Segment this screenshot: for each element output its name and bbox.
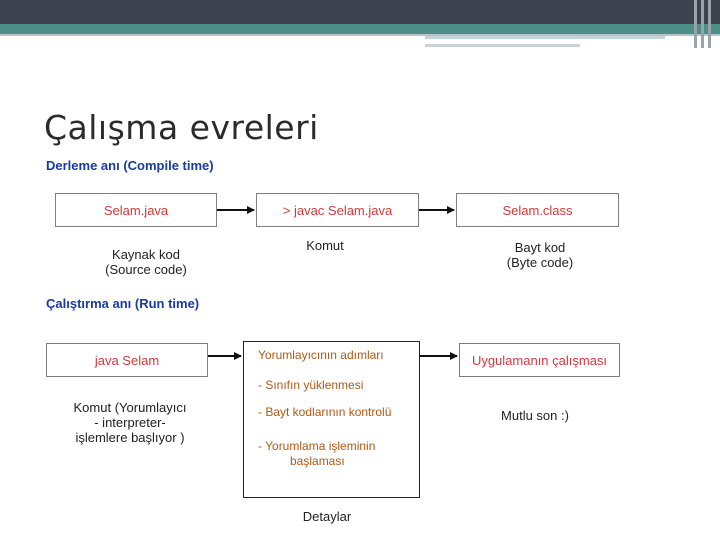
caption-line: Kaynak kod bbox=[112, 247, 180, 262]
javac-command-label: > javac Selam.java bbox=[282, 202, 393, 218]
step-item: - Yorumlama işleminin bbox=[258, 439, 376, 453]
caption-line: Detaylar bbox=[302, 509, 352, 524]
caption-line: Komut bbox=[306, 238, 344, 253]
java-command-label: java Selam bbox=[94, 352, 160, 368]
caption-line: - interpreter- bbox=[94, 415, 166, 430]
caption-line: Mutlu son :) bbox=[501, 408, 569, 423]
caption-line: Bayt kod bbox=[514, 240, 566, 255]
slide-title: Çalışma evreleri bbox=[44, 108, 319, 147]
caption-line: (Byte code) bbox=[506, 255, 574, 270]
run-heading: Çalıştırma anı (Run time) bbox=[46, 296, 200, 311]
steps-heading: Yorumlayıcının adımları bbox=[258, 348, 384, 362]
step-item: - Sınıfın yüklenmesi bbox=[258, 378, 364, 392]
step-item: - Bayt kodlarının kontrolü bbox=[258, 405, 392, 419]
app-run-label: Uygulamanın çalışması bbox=[471, 352, 608, 368]
step-item: başlaması bbox=[290, 454, 345, 468]
caption-line: Komut (Yorumlayıcı bbox=[73, 400, 187, 415]
caption-line: işlemlere başlıyor ) bbox=[75, 430, 185, 445]
caption-line: (Source code) bbox=[105, 262, 187, 277]
class-file-label: Selam.class bbox=[502, 202, 573, 218]
compile-heading: Derleme anı (Compile time) bbox=[46, 158, 214, 173]
source-file-label: Selam.java bbox=[103, 202, 169, 218]
